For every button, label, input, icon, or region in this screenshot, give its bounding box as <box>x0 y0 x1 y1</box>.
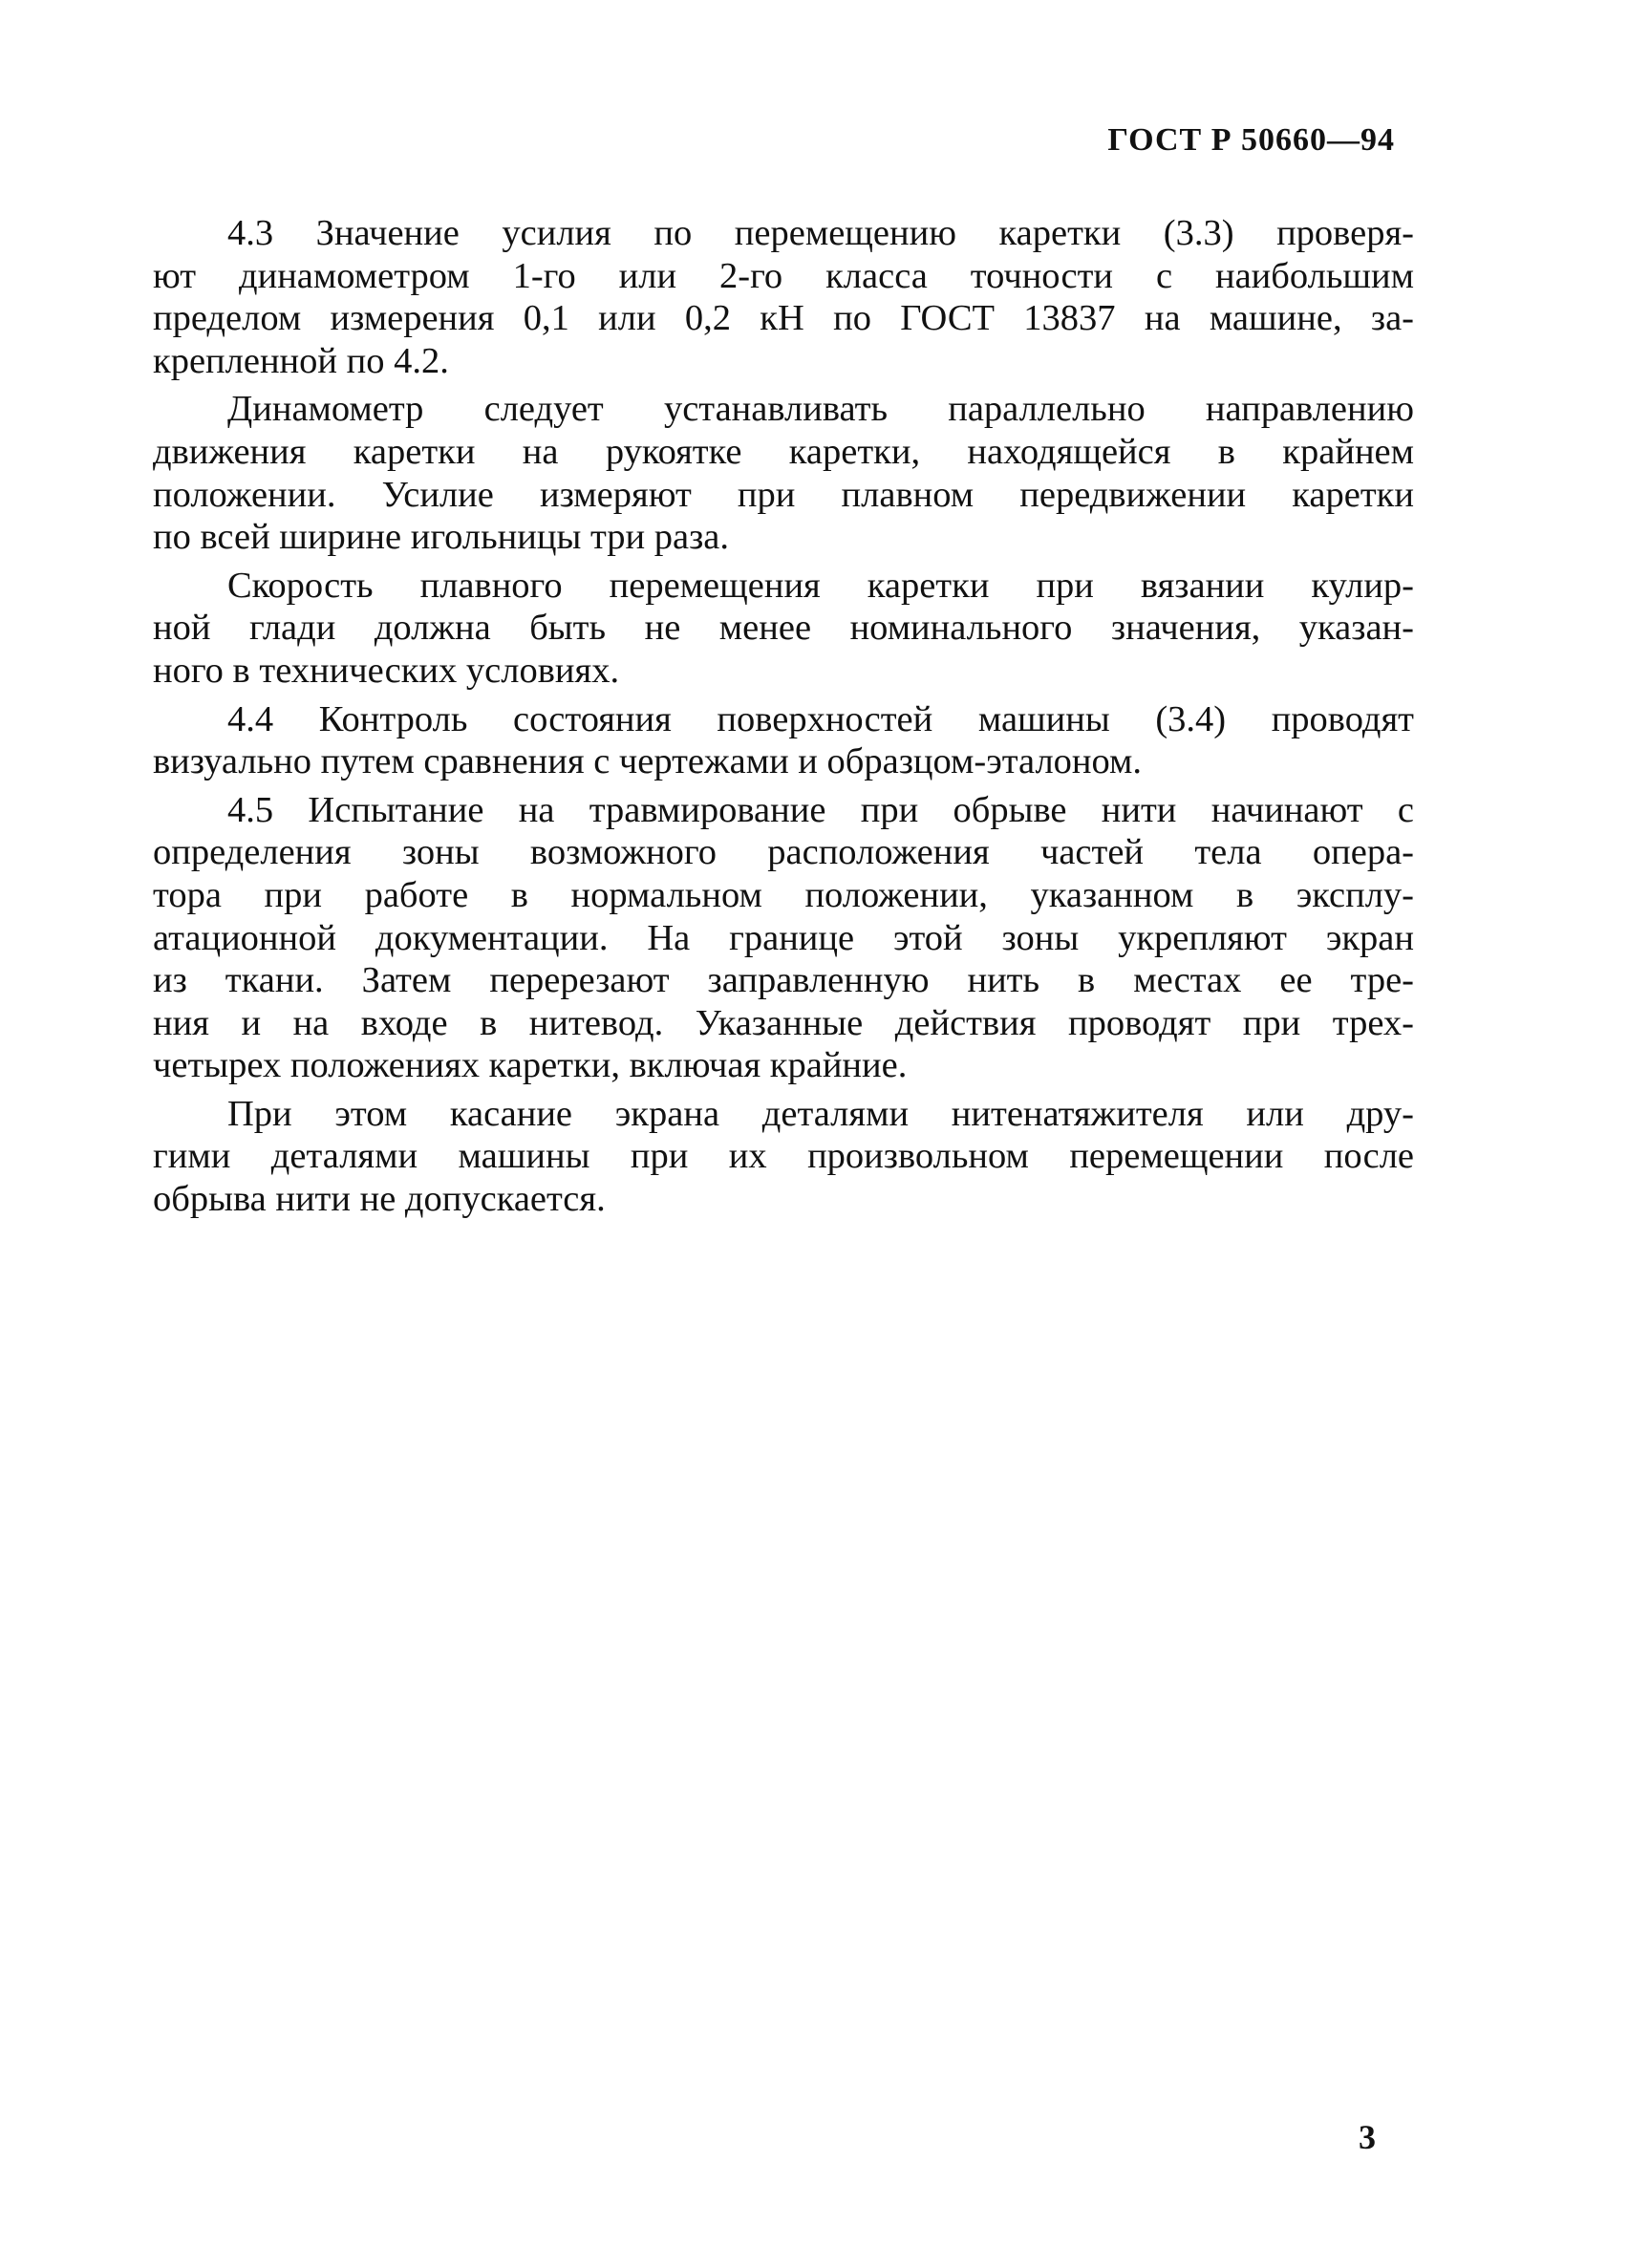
paragraph-4-4 <box>153 698 1414 783</box>
text-line: ния и на входе в нитевод. Указанные действия проводят при трех- <box>153 1002 1414 1043</box>
text-line: ют динамометром 1-го или 2-го класса точности с наибольшим <box>153 255 1414 296</box>
text-line: 4.4 Контроль состояния поверхностей машины (3.4) проводят <box>227 698 1414 739</box>
paragraph-4-5 <box>153 789 1414 1087</box>
text-line: 4.3 Значение усилия по перемещению каретки (3.3) проверя- <box>227 213 1414 253</box>
paragraph-4-3 <box>153 212 1414 382</box>
document-body <box>153 212 1414 1221</box>
text-line: тора при работе в нормальном положении, указанном в эксплу- <box>153 874 1414 915</box>
text-line: обрыва нити не допускается. <box>153 1179 606 1220</box>
paragraph-speed <box>153 565 1414 693</box>
text-line: визуально путем сравнения с чертежами и образцом-эталоном. <box>153 741 1143 782</box>
text-line: ной глади должна быть не менее номинального значения, указан- <box>153 608 1414 649</box>
text-line: атационной документации. На границе этой зоны укрепляют экран <box>153 917 1414 958</box>
text-line: Динамометр следует устанавливать параллельно направлению <box>227 389 1414 430</box>
text-line: гими деталями машины при их произвольном перемещении после <box>153 1136 1414 1177</box>
document-header: ГОСТ Р 50660—94 <box>1107 122 1395 158</box>
text-line: четырех положениях каретки, включая крайние. <box>153 1045 908 1086</box>
text-line: При этом касание экрана деталями нитенатяжителя или дру- <box>227 1093 1414 1134</box>
text-line: 4.5 Испытание на травмирование при обрыве нити начинают с <box>227 789 1414 830</box>
text-line: ного в технических условиях. <box>153 650 620 691</box>
text-line: движения каретки на рукоятке каретки, находящейся в крайнем <box>153 431 1414 472</box>
text-line: положении. Усилие измеряют при плавном передвижении каретки <box>153 474 1414 515</box>
text-line: крепленной по 4.2. <box>153 340 449 381</box>
page-number: 3 <box>1359 2118 1376 2156</box>
text-line: Скорость плавного перемещения каретки при вязании кулир- <box>227 565 1414 606</box>
paragraph-dynamometer <box>153 388 1414 558</box>
text-line: пределом измерения 0,1 или 0,2 кН по ГОСТ 13837 на машине, за- <box>153 298 1414 339</box>
text-line: по всей ширине игольницы три раза. <box>153 517 730 558</box>
text-line: из ткани. Затем перерезают заправленную нить в местах ее тре- <box>153 960 1414 1001</box>
text-line: определения зоны возможного расположения частей тела опера- <box>153 832 1414 873</box>
paragraph-screen-contact <box>153 1093 1414 1221</box>
